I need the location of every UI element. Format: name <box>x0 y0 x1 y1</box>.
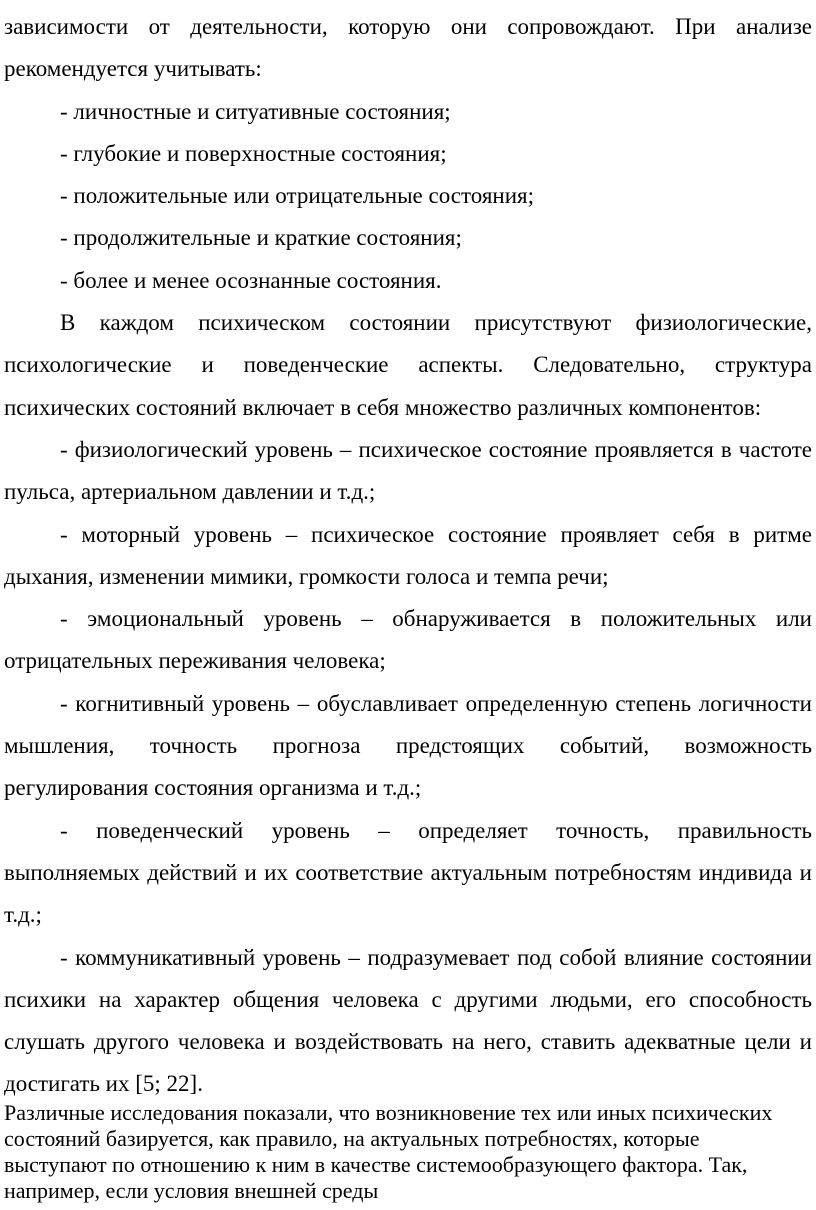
list-item-cognitive: - когнитивный уровень – обуславливает определенную степень логичности мышления, точность прогноза предстоящих событий, возможность регулирования состояния организма и т.д.; <box>4 690 812 801</box>
list-item: - личностные и ситуативные состояния; <box>60 98 451 124</box>
list-item-communicative: - коммуникативный уровень – подразумевает под собой влияние состоянии психики на характер общения человека с другими людьми, его способность слушать другого человека и воздействовать на него, ставить адекватные цели и достигать их [5; 22]. <box>4 944 812 1097</box>
list-item-behavioral: - поведенческий уровень – определяет точность, правильность выполняемых действий и их соответствие актуальным потребностям индивида и т.д.; <box>4 817 812 928</box>
intro-paragraph: зависимости от деятельности, которую они сопровождают. При анализе рекомендуется учитывать: <box>4 14 812 82</box>
closing-paragraph: Различные исследования показали, что возникновение тех или иных психических состояний базируется, как правило, на актуальных потребностях, которые выступают по отношению к ним в качестве системообразующего фактора. Так, например, если условия внешней среды <box>4 1100 773 1203</box>
list-item-emotional: - эмоциональный уровень – обнаруживается в положительных или отрицательных переживания человека; <box>4 606 812 674</box>
list-item-motor: - моторный уровень – психическое состояние проявляет себя в ритме дыхания, изменении мимики, громкости голоса и темпа речи; <box>4 521 812 589</box>
list-item: - продолжительные и краткие состояния; <box>60 225 462 251</box>
levels-list <box>4 429 812 1106</box>
list-item: - более и менее осознанные состояния. <box>60 267 442 293</box>
structure-paragraph: В каждом психическом состоянии присутствуют физиологические, психологические и поведенческие аспекты. Следовательно, структура психических состояний включает в себя множество различных компонентов: <box>4 310 812 420</box>
document-body <box>4 6 812 1106</box>
list-item: - положительные или отрицательные состояния; <box>60 183 534 209</box>
list-item-physiological: - физиологический уровень – психическое состояние проявляется в частоте пульса, артериальном давлении и т.д.; <box>4 436 812 505</box>
analysis-list <box>4 91 812 302</box>
list-item: - глубокие и поверхностные состояния; <box>60 140 447 166</box>
